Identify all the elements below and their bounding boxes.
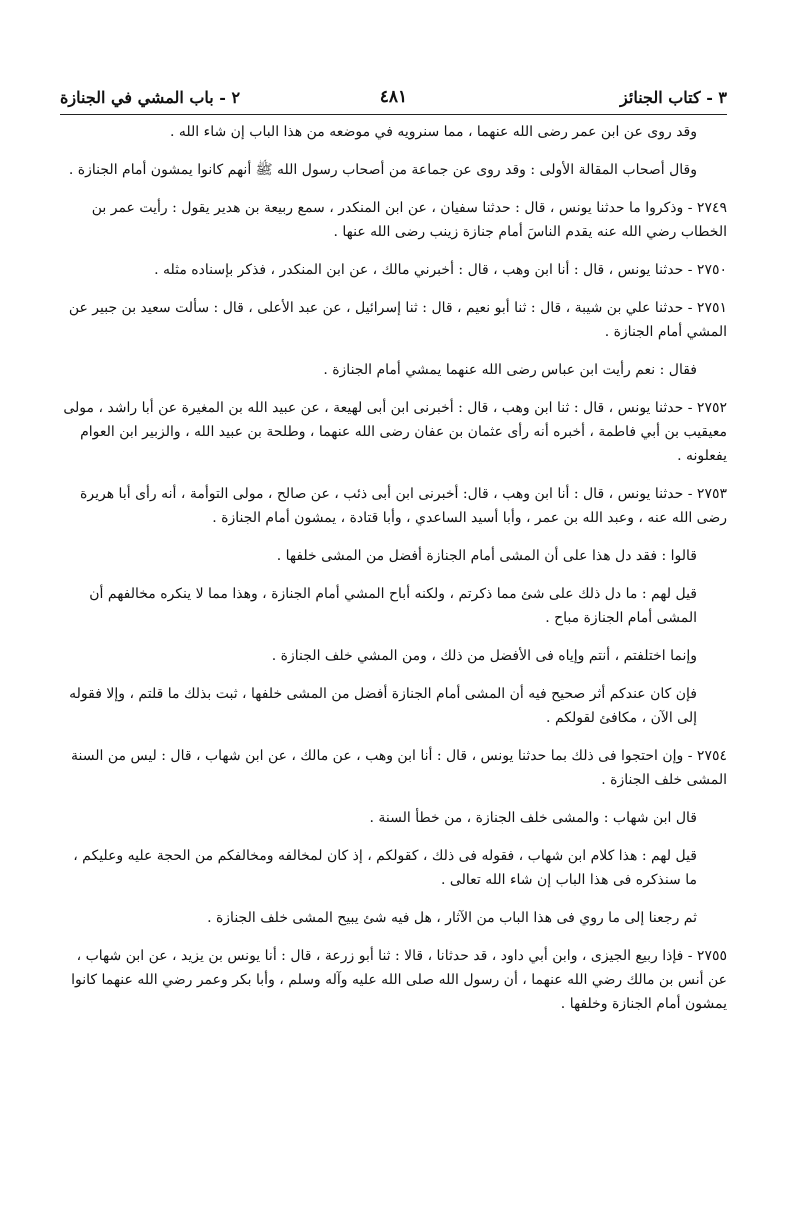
hadith-2751: ٢٧٥١ - حدثنا علي بن شيبة ، قال : ثنا أبو نعيم ، قال : ثنا إسرائيل ، عن عبد الأعلى ، قال : سألت سعيد بن جبير عن المشي أمام الجنازة . (68, 300, 727, 340)
book-title: ٣ - كتاب الجنائز (620, 87, 727, 107)
hadith-2753: ٢٧٥٣ - حدثنا يونس ، قال : أنا ابن وهب ، قال: أخبرنى ابن أبى ذئب ، عن صالح ، مولى التوأمة ، أنه رأى أبا هريرة رضى الله عنه ، وعبد الله بن عمر ، وأبا أسيد الساعدي ، وأبا قتادة ، يمشون أمام الجنازة . (80, 486, 727, 526)
paragraph: قالوا : فقد دل هذا على أن المشى أمام الجنازة أفضل من المشى خلفها . (276, 548, 697, 564)
paragraph: قيل لهم : ما دل ذلك على شئ مما ذكرتم ، ولكنه أباح المشي أمام الجنازة ، وهذا مما لا ينكره مخالفهم أن المشى أمام الجنازة مباح . (89, 586, 697, 626)
hadith-2749: ٢٧٤٩ - وذكروا ما حدثنا يونس ، قال : حدثنا سفيان ، عن ابن المنكدر ، سمع ربيعة بن هدير يقول : رأيت عمر بن الخطاب رضي الله عنه يقدم الناسَ أمام جنازة زينب رضى الله عنها . (91, 200, 727, 240)
page-body (60, 120, 727, 1030)
paragraph: ثم رجعنا إلى ما روي فى هذا الباب من الآثار ، هل فيه شئ يبيح المشى خلف الجنازة . (207, 910, 697, 926)
paragraph: وإنما اختلفتم ، أنتم وإياه فى الأفضل من ذلك ، ومن المشي خلف الجنازة . (271, 648, 697, 664)
paragraph: قال ابن شهاب : والمشى خلف الجنازة ، من خطأ السنة . (369, 810, 697, 826)
paragraph: وقد روى عن ابن عمر رضى الله عنهما ، مما سنرويه في موضعه من هذا الباب إن شاء الله . (169, 124, 697, 140)
paragraph: فإن كان عندكم أثر صحيح فيه أن المشى أمام الجنازة أفضل من المشى خلفها ، ثبت بذلك ما قلتم ، وإلا فقوله إلى الآن ، مكافئ لقولكم . (69, 686, 697, 726)
paragraph: وقال أصحاب المقالة الأولى : وقد روى عن جماعة من أصحاب رسول الله ﷺ أنهم كانوا يمشون أمام الجنازة . (68, 162, 697, 178)
page-header (60, 82, 727, 112)
page-number: ٤٨١ (379, 87, 408, 107)
hadith-2755: ٢٧٥٥ - فإذا ربيع الجيزى ، وابن أبي داود ، قد حدثانا ، قالا : ثنا أبو زرعة ، قال : أنا يونس بن يزيد ، عن ابن شهاب ، عن أنس بن مالك رضي الله عنهما ، أن رسول الله صلى الله عليه وآله وسلم ، وأبا بكر وعمر رضي الله عنهما كانوا يمشون أمام الجنازة وخلفها . (71, 948, 727, 1012)
hadith-2754: ٢٧٥٤ - وإن احتجوا فى ذلك بما حدثنا يونس ، قال : أنا ابن وهب ، عن مالك ، عن ابن شهاب ، قال : ليس من السنة المشى خلف الجنازة . (71, 748, 727, 788)
header-rule (60, 114, 727, 115)
section-title: ٢ - باب المشي في الجنازة (60, 87, 241, 107)
hadith-2750: ٢٧٥٠ - حدثنا يونس ، قال : أنا ابن وهب ، قال : أخبرني مالك ، عن ابن المنكدر ، فذكر بإسناده مثله . (154, 262, 727, 278)
paragraph: قيل لهم : هذا كلام ابن شهاب ، فقوله فى ذلك ، كقولكم ، إذ كان لمخالفه ومخالفكم من الحجة عليه وعليكم ، ما سنذكره فى هذا الباب إن شاء الله تعالى . (73, 848, 697, 888)
hadith-2752: ٢٧٥٢ - حدثنا يونس ، قال : ثنا ابن وهب ، قال : أخبرنى ابن أبى لهيعة ، عن عبيد الله بن المغيرة عن أبا راشد ، مولى معيقيب بن أبي فاطمة ، أخبره أنه رأى عثمان بن عفان رضى الله عنهما ، وطلحة بن عبيد الله ، والزبير ابن العوام يفعلونه . (63, 400, 727, 464)
paragraph: فقال : نعم رأيت ابن عباس رضى الله عنهما يمشي أمام الجنازة . (323, 362, 697, 378)
